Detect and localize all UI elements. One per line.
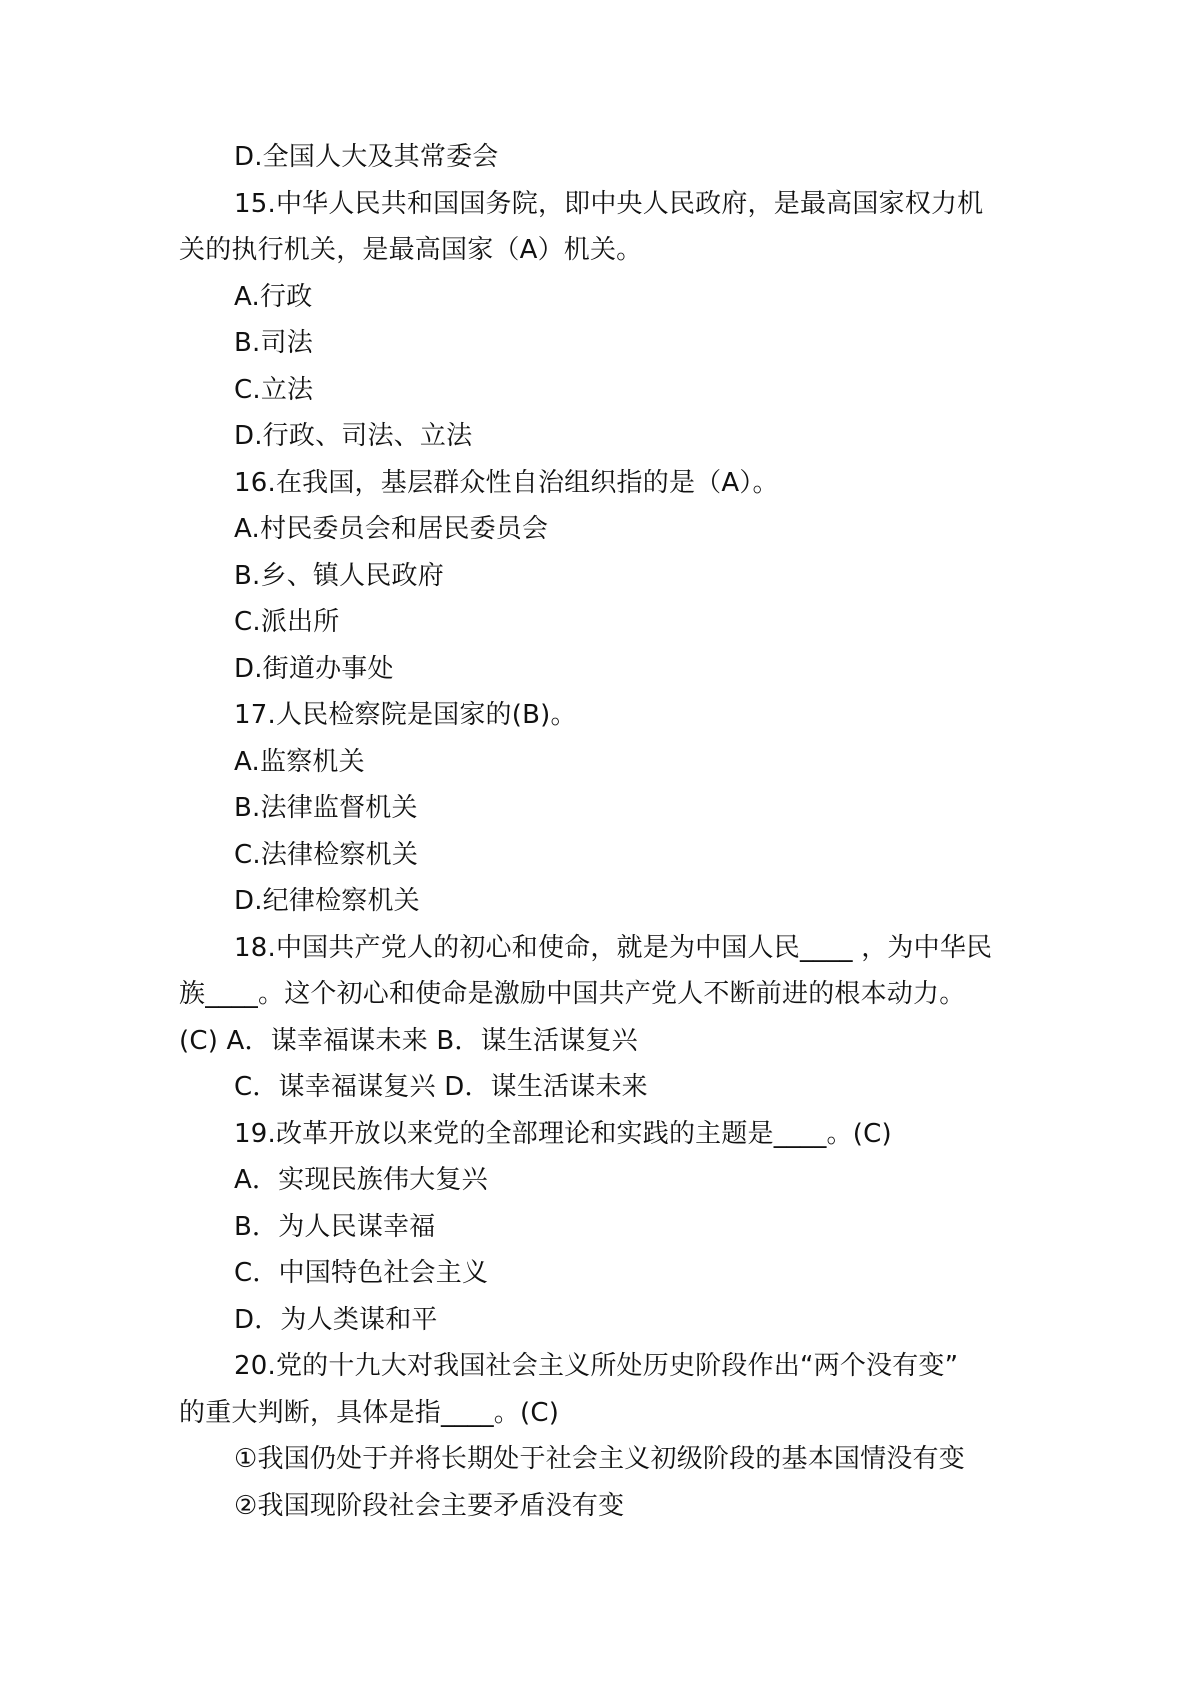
option-line: D.行政、司法、立法 xyxy=(234,421,473,451)
option-line: A.村民委员会和居民委员会 xyxy=(234,514,549,544)
option-line: D.街道办事处 xyxy=(234,653,394,684)
option-line: B.乡、镇人民政府 xyxy=(234,560,444,591)
option-line: B．为人民谋幸福 xyxy=(234,1211,436,1242)
option-line: B.司法 xyxy=(234,328,313,358)
option-line: D．为人类谋和平 xyxy=(234,1304,438,1335)
statement-line: ①我国仍处于并将长期处于社会主义初级阶段的基本国情没有变 xyxy=(234,1444,965,1474)
option-line: C.派出所 xyxy=(234,607,340,637)
option-line: A.行政 xyxy=(234,281,313,312)
option-line: C.法律检察机关 xyxy=(234,839,419,870)
question-line: 20.党的十九大对我国社会主义所处历史阶段作出“两个没有变” xyxy=(234,1351,959,1381)
option-line: D.全国人大及其常委会 xyxy=(234,142,499,172)
option-line: C．谋幸福谋复兴 D．谋生活谋未来 xyxy=(234,1072,648,1102)
option-line: B.法律监督机关 xyxy=(234,793,418,823)
option-line: A．实现民族伟大复兴 xyxy=(234,1165,488,1195)
option-line: C.立法 xyxy=(234,374,314,405)
option-line: C．中国特色社会主义 xyxy=(234,1258,489,1288)
option-line: D.纪律检察机关 xyxy=(234,886,420,916)
document-body xyxy=(179,134,1029,1529)
question-line: 18.中国共产党人的初心和使命，就是为中国人民____ ，为中华民 xyxy=(234,932,993,963)
question-line: 17.人民检察院是国家的(B)。 xyxy=(234,700,577,730)
option-line: A.监察机关 xyxy=(234,746,365,777)
question-line-continuation: 关的执行机关，是最高国家（A）机关。 xyxy=(179,235,643,265)
statement-line: ②我国现阶段社会主要矛盾没有变 xyxy=(234,1490,625,1521)
question-line: 15.中华人民共和国国务院，即中央人民政府，是最高国家权力机 xyxy=(234,188,984,219)
question-line-continuation: 族____。这个初心和使命是激励中国共产党人不断前进的根本动力。 xyxy=(179,979,966,1009)
option-line: (C) A．谋幸福谋未来 B．谋生活谋复兴 xyxy=(179,1025,638,1056)
question-line: 16.在我国，基层群众性自治组织指的是（A）。 xyxy=(234,467,779,498)
question-line-continuation: 的重大判断，具体是指____。(C) xyxy=(179,1397,560,1428)
question-line: 19.改革开放以来党的全部理论和实践的主题是____。(C) xyxy=(234,1118,892,1149)
